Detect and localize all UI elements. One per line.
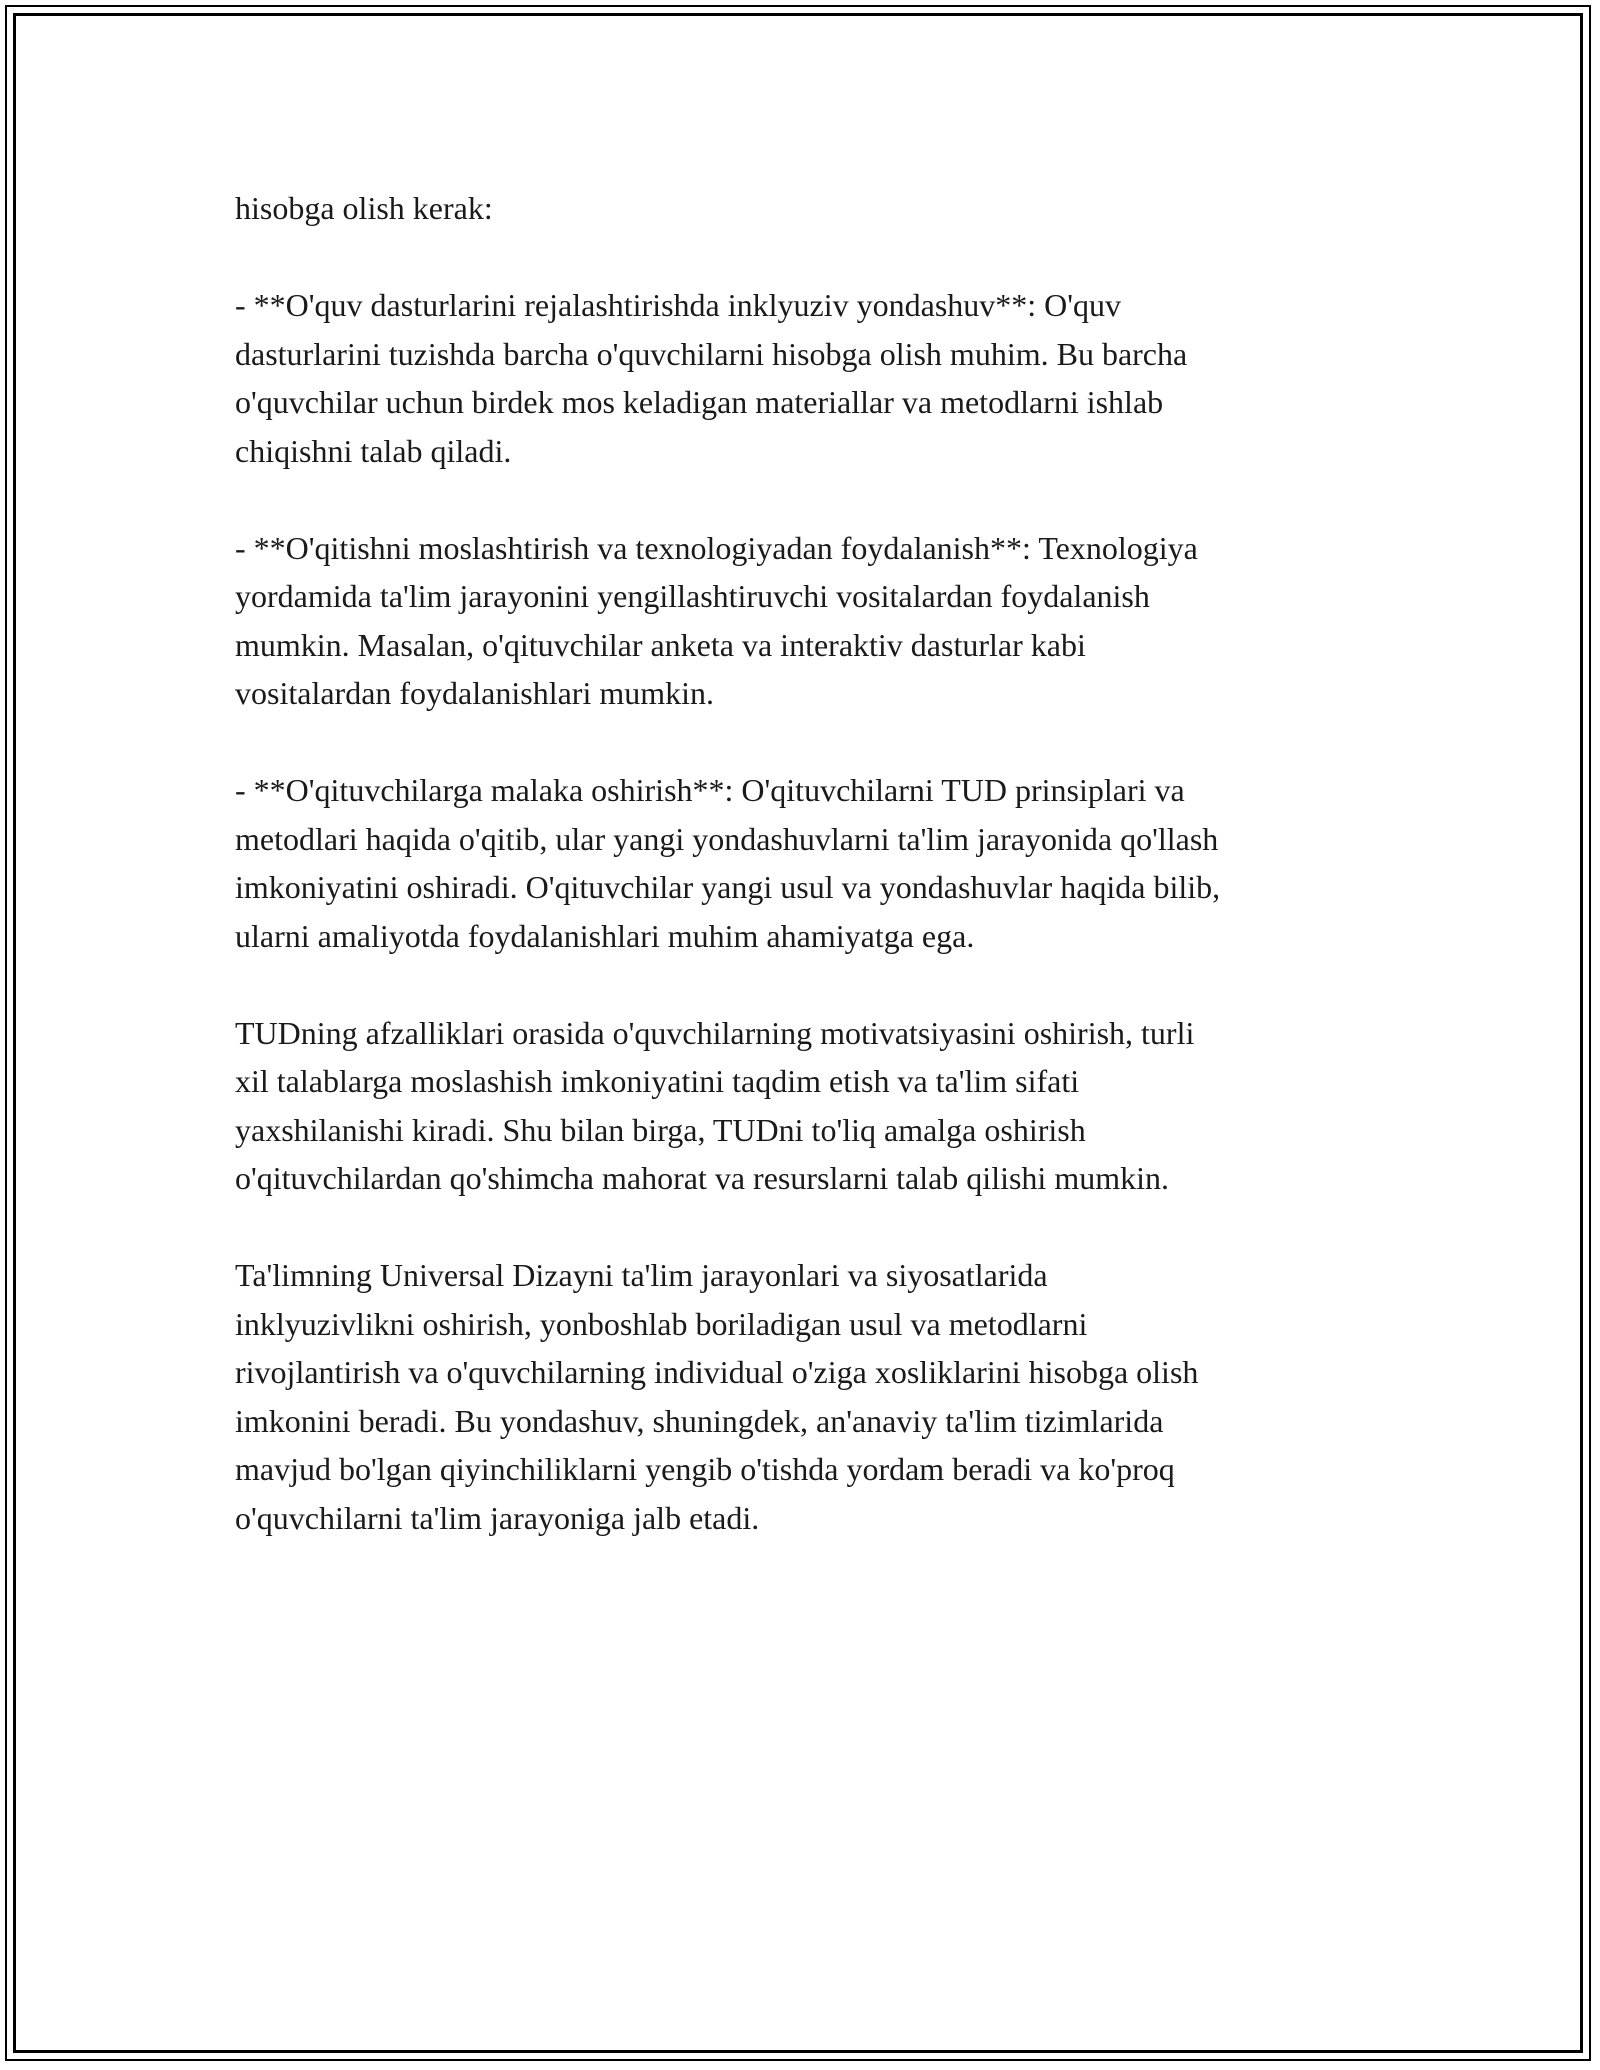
paragraph-advantages: TUDning afzalliklari orasida o'quvchilarning motivatsiyasini oshirish, turli xil talablarga moslashish imkoniyatini taqdim etish va ta'lim sifati yaxshilanishi kiradi. Shu bilan birga, TUDni to'liq amalga oshirish o'qituvchilardan qo'shimcha mahorat va resurslarni talab qilishi mumkin. [235,1014,1195,1196]
paragraph-intro: hisobga olish kerak: [235,190,493,226]
paragraph-conclusion: Ta'limning Universal Dizayni ta'lim jarayonlari va siyosatlarida inklyuzivlikni oshirish, yonboshlab boriladigan usul va metodlarni rivojlantirish va o'quvchilarning individual o'ziga xosliklarini hisobga olish imkonini beradi. Bu yondashuv, shuningdek, an'anaviy ta'lim tizimlarida mavjud bo'lgan qiyinchiliklarni yengib o'tishda yordam beradi va ko'proq o'quvchilarni ta'lim jarayoniga jalb etadi. [235,1257,1199,1536]
paragraph-inclusive-curriculum: - **O'quv dasturlarini rejalashtirishda inklyuziv yondashuv**: O'quv dasturlarini tuzishda barcha o'quvchilarni hisobga olish muhim. Bu barcha o'quvchilar uchun birdek mos keladigan materiallar va metodlarni ishlab chiqishni talab qiladi. [235,287,1188,469]
document-body [235,184,1375,1591]
paragraph-teacher-training: - **O'qituvchilarga malaka oshirish**: O'qituvchilarni TUD prinsiplari va metodlari haqida o'qitib, ular yangi yondashuvlarni ta'lim jarayonida qo'llash imkoniyatini oshiradi. O'qituvchilar yangi usul va yondashuvlar haqida bilib, ularni amaliyotda foydalanishlari muhim ahamiyatga ega. [235,772,1221,954]
paragraph-technology-adaptation: - **O'qitishni moslashtirish va texnologiyadan foydalanish**: Texnologiya yordamida ta'lim jarayonini yengillashtiruvchi vositalardan foydalanish mumkin. Masalan, o'qituvchilar anketa va interaktiv dasturlar kabi vositalardan foydalanishlari mumkin. [235,529,1198,711]
